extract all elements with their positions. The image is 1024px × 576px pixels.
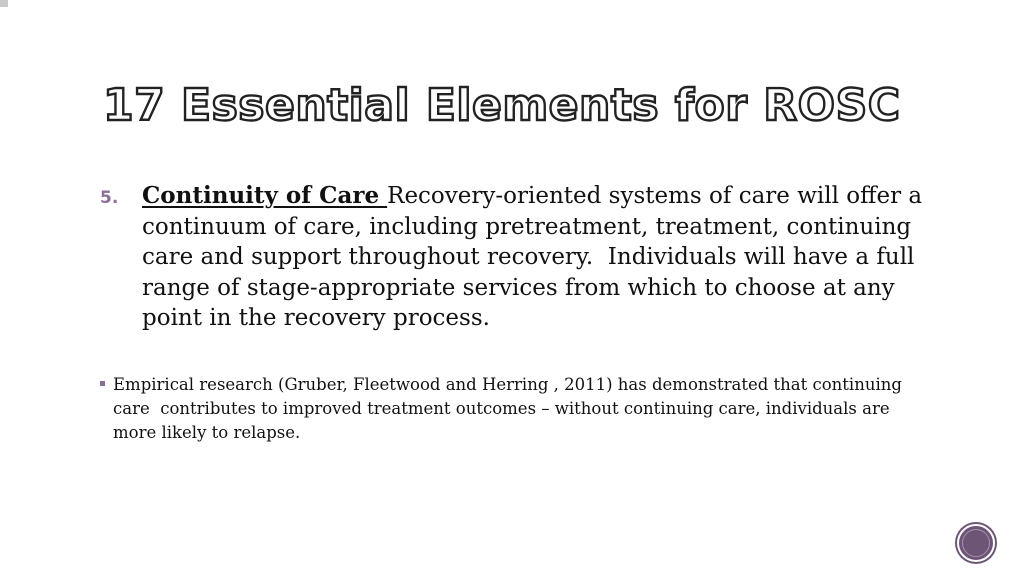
list-item-heading: Continuity of Care — [142, 182, 388, 209]
numbered-list-item — [100, 181, 930, 334]
list-item-text — [142, 181, 930, 334]
bullet-list-item — [100, 373, 936, 445]
list-item-body: Recovery-oriented systems of care will offer a continuum of care, including pretreatment, treatment, continuing care and support throughout recovery. Individuals will have a full range of stage-appropriate services from which to choose at any point in the recovery process. — [142, 183, 923, 331]
badge-ring-icon — [962, 529, 990, 557]
slide-title: 17 Essential Elements for ROSC — [103, 80, 901, 131]
list-item-number: 5. — [100, 188, 119, 208]
bullet-text: Empirical research (Gruber, Fleetwood and Herring , 2011) has demonstrated that continuing care contributes to improved treatment outcomes – without continuing care, individuals are more likely to relapse. — [113, 375, 902, 442]
corner-decoration — [0, 0, 8, 7]
slide-number-badge — [957, 524, 995, 562]
bullet-marker-icon — [100, 381, 105, 386]
